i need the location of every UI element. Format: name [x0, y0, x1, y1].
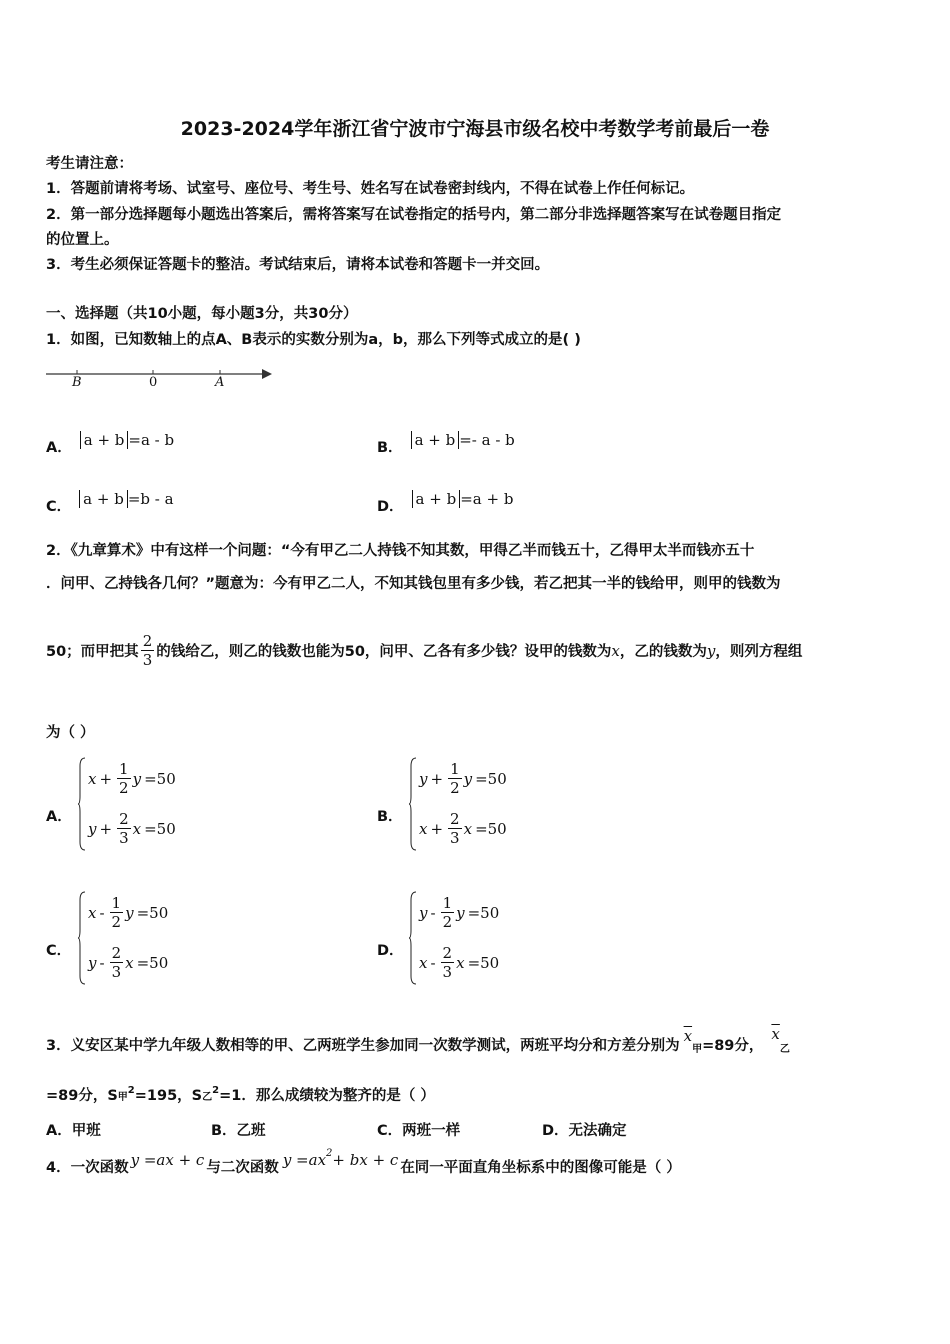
question-4-stem — [46, 1148, 681, 1177]
numerator: 2 — [111, 944, 122, 962]
question-1-stem: 1．如图，已知数轴上的点A、B表示的实数分别为a，b，那么下列等式成立的是( ) — [46, 332, 581, 348]
rhs-expr: =a - b — [128, 430, 175, 449]
sup-2: 2 — [212, 1085, 220, 1096]
system-row-1 — [88, 760, 176, 797]
denominator: 3 — [111, 963, 122, 981]
q2-text-b: 的钱给乙，则乙的钱数也能为50，问甲、乙各有多少钱？设甲的钱数为 — [156, 644, 612, 660]
numerator: 1 — [442, 894, 453, 912]
sub-jia: 甲 — [692, 1044, 703, 1055]
q3-option-b[interactable]: B．乙班 — [211, 1123, 266, 1139]
brace-icon — [409, 890, 417, 986]
option-letter: A． — [46, 440, 72, 456]
notice-item-2-cont: 的位置上。 — [46, 232, 119, 248]
q2-option-a-system — [78, 756, 218, 852]
rhs-expr: =b - a — [127, 489, 174, 508]
q2-option-b-system — [409, 756, 549, 852]
sub-yi: 乙 — [779, 1044, 790, 1055]
denominator: 2 — [450, 779, 460, 797]
quadratic-sup: 2 — [326, 1148, 333, 1159]
q4-text-b: 与二次函数 — [206, 1160, 279, 1176]
term: y — [125, 903, 134, 922]
rhs-expr: =a + b — [460, 489, 514, 508]
term: y — [463, 769, 473, 788]
var-x: x — [611, 641, 620, 660]
question-2-line-1: 2．《九章算术》中有这样一个问题：“今有甲乙二人持钱不知其数，甲得乙半而钱五十，乙得甲太半而钱亦五十 — [46, 543, 755, 559]
quadratic-function-a: y =ax — [282, 1151, 327, 1169]
operator: + — [99, 819, 113, 838]
q2-option-d-system — [409, 890, 549, 986]
fraction-two-thirds — [141, 632, 155, 669]
operator: + — [430, 769, 444, 788]
notice-heading: 考生请注意： — [46, 156, 133, 172]
operator: - — [99, 953, 105, 972]
q2-option-a-letter[interactable]: A． — [46, 809, 72, 825]
denominator: 3 — [119, 829, 129, 847]
q2-text-d: ，则列方程组 — [715, 644, 803, 660]
brace-icon — [409, 756, 417, 852]
term: y — [456, 903, 465, 922]
denominator: 3 — [450, 829, 460, 847]
q1-option-b[interactable] — [377, 422, 515, 457]
linear-function: y =ax + c — [130, 1151, 205, 1169]
abs-expr: a + b — [79, 490, 128, 508]
q3-text: 3．义安区某中学九年级人数相等的甲、乙两班学生参加同一次数学测试，两班平均分和方差分别为 — [46, 1038, 680, 1054]
question-3-line-2 — [46, 1084, 435, 1105]
option-letter: D． — [377, 499, 404, 515]
fraction — [110, 894, 124, 931]
numerator: 2 — [119, 810, 129, 828]
rhs-expr: =- a - b — [459, 430, 515, 449]
term: x — [125, 953, 134, 972]
rhs: =50 — [136, 903, 169, 922]
notice-item-2: 2．第一部分选择题每小题选出答案后，需将答案写在试卷指定的括号内，第二部分非选择题答案写在试卷题目指定 — [46, 207, 782, 223]
q3-option-d[interactable]: D．无法确定 — [542, 1123, 627, 1139]
question-2-line-3 — [46, 632, 802, 669]
operator: - — [99, 903, 105, 922]
q2-text-a: 50；而甲把其 — [46, 644, 139, 660]
numerator: 1 — [119, 760, 129, 778]
rhs: =50 — [475, 819, 507, 838]
term: x — [419, 953, 428, 972]
rhs: =50 — [144, 819, 176, 838]
q4-text-a: 4．一次函数 — [46, 1160, 129, 1176]
notice-item-3: 3．考生必须保证答题卡的整洁。考试结束后，请将本试卷和答题卡一并交回。 — [46, 257, 550, 273]
sub-jia: 甲 — [117, 1092, 128, 1103]
q4-text-c: 在同一平面直角坐标系中的图像可能是（ ） — [400, 1160, 681, 1176]
term: y — [88, 819, 97, 838]
question-3-line-1 — [46, 1025, 790, 1055]
question-2-line-2: ．问甲、乙持钱各几何？”题意为：今有甲乙二人，不知其钱包里有多少钱，若乙把其一半的钱给甲，则甲的钱数为 — [46, 576, 781, 592]
fraction — [117, 760, 131, 797]
option-letter: B． — [377, 440, 403, 456]
term: x — [88, 769, 97, 788]
rhs: =50 — [144, 769, 176, 788]
rhs: =50 — [467, 953, 500, 972]
system-row-1 — [88, 894, 168, 931]
sup-2: 2 — [127, 1085, 135, 1096]
term: x — [456, 953, 465, 972]
page-title: 2023-2024学年浙江省宁波市宁海县市级名校中考数学考前最后一卷 — [180, 118, 770, 140]
brace-icon — [78, 756, 86, 852]
option-letter: C． — [46, 499, 72, 515]
denominator: 3 — [442, 963, 453, 981]
operator: + — [430, 819, 444, 838]
system-row-2 — [419, 944, 499, 981]
q3-text-a: =89分，S — [46, 1088, 118, 1104]
system-row-2 — [88, 944, 168, 981]
q1-option-a[interactable] — [46, 422, 174, 457]
abs-expr: a + b — [412, 490, 461, 508]
q3-option-c[interactable]: C．两班一样 — [377, 1123, 461, 1139]
rhs: =50 — [136, 953, 169, 972]
axis-label-b: B — [72, 375, 82, 390]
term: x — [463, 819, 473, 838]
q3-eq89: =89分， — [702, 1038, 764, 1054]
q1-option-c[interactable] — [46, 481, 174, 516]
abs-expr: a + b — [411, 431, 460, 449]
term: y — [419, 903, 428, 922]
var-y: y — [706, 641, 716, 660]
numerator: 2 — [442, 944, 453, 962]
term: y — [88, 953, 97, 972]
abs-expr: a + b — [80, 431, 129, 449]
mean-x-yi: $\overline{x}$ — [771, 1025, 780, 1043]
q3-option-a[interactable]: A．甲班 — [46, 1123, 101, 1139]
axis-label-zero: 0 — [149, 375, 158, 390]
denominator: 2 — [119, 779, 129, 797]
operator: - — [430, 953, 436, 972]
term: y — [419, 769, 428, 788]
fraction — [448, 760, 462, 797]
section-heading: 一、选择题（共10小题，每小题3分，共30分） — [46, 306, 358, 322]
q3-text-c: =1．那么成绩较为整齐的是（ ） — [219, 1088, 435, 1104]
system-row-2 — [88, 810, 176, 847]
term: x — [88, 903, 97, 922]
term: x — [132, 819, 142, 838]
q2-text-c: ，乙的钱数为 — [619, 644, 707, 660]
system-row-1 — [419, 760, 507, 797]
axis-label-a: A — [215, 375, 225, 390]
fraction — [117, 810, 131, 847]
term: x — [419, 819, 428, 838]
rhs: =50 — [467, 903, 500, 922]
rhs: =50 — [475, 769, 507, 788]
fraction-denominator: 3 — [142, 651, 153, 669]
fraction — [110, 944, 124, 981]
numerator: 2 — [450, 810, 460, 828]
notice-item-1: 1．答题前请将考场、试室号、座位号、考生号、姓名写在试卷密封线内，不得在试卷上作任何标记。 — [46, 181, 695, 197]
operator: + — [99, 769, 113, 788]
q2-option-c-letter[interactable]: C． — [46, 943, 72, 959]
question-2-line-4: 为（ ） — [46, 725, 95, 741]
system-row-1 — [419, 894, 499, 931]
system-row-2 — [419, 810, 507, 847]
fraction — [441, 894, 455, 931]
fraction-numerator: 2 — [142, 632, 153, 650]
operator: - — [430, 903, 436, 922]
number-line-arrow-icon — [262, 369, 272, 379]
numerator: 1 — [111, 894, 122, 912]
q2-option-d-letter[interactable]: D． — [377, 943, 404, 959]
denominator: 2 — [442, 913, 453, 931]
q3-text-b: =195，S — [134, 1088, 203, 1104]
term: y — [132, 769, 142, 788]
numerator: 1 — [450, 760, 460, 778]
denominator: 2 — [111, 913, 122, 931]
fraction — [441, 944, 455, 981]
brace-icon — [78, 890, 86, 986]
q2-option-c-system — [78, 890, 218, 986]
fraction — [448, 810, 462, 847]
quadratic-function-b: + bx + c — [332, 1151, 399, 1169]
mean-x-jia: $\overline{x}$ — [683, 1027, 693, 1045]
q1-option-d[interactable] — [377, 481, 513, 516]
sub-yi: 乙 — [202, 1092, 213, 1103]
q2-option-b-letter[interactable]: B． — [377, 809, 403, 825]
